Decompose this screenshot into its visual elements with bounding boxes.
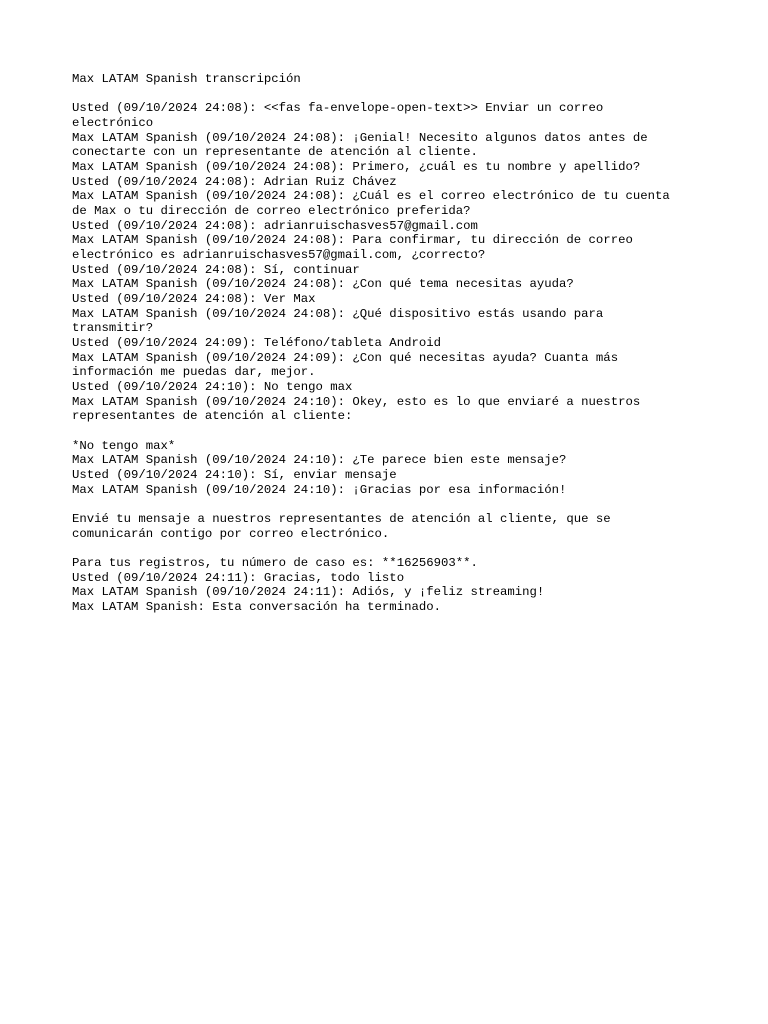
transcript-line: Max LATAM Spanish (09/10/2024 24:08): Primero, ¿cuál es tu nombre y apellido? bbox=[72, 160, 641, 175]
transcript-line: comunicarán contigo por correo electrónico. bbox=[72, 526, 390, 541]
transcript-line: Max LATAM Spanish (09/10/2024 24:08): ¡Genial! Necesito algunos datos antes de bbox=[72, 130, 648, 145]
blank-line bbox=[72, 541, 696, 556]
transcript-line: Usted (09/10/2024 24:08): <<fas fa-envelope-open-text>> Enviar un correo bbox=[72, 101, 604, 116]
blank-line bbox=[72, 87, 696, 102]
transcript-line: Usted (09/10/2024 24:10): No tengo max bbox=[72, 380, 353, 395]
transcript-line: Max LATAM Spanish (09/10/2024 24:11): Adiós, y ¡feliz streaming! bbox=[72, 585, 545, 600]
transcript-line: Usted (09/10/2024 24:09): Teléfono/tableta Android bbox=[72, 336, 441, 351]
transcript-line: Usted (09/10/2024 24:11): Gracias, todo listo bbox=[72, 570, 405, 585]
transcript-line: Max LATAM Spanish (09/10/2024 24:09): ¿Con qué necesitas ayuda? Cuanta más bbox=[72, 350, 619, 365]
transcript-document bbox=[72, 72, 696, 615]
transcript-line: Max LATAM Spanish (09/10/2024 24:08): ¿Cuál es el correo electrónico de tu cuenta bbox=[72, 189, 670, 204]
transcript-line: representantes de atención al cliente: bbox=[72, 409, 353, 424]
blank-line bbox=[72, 497, 696, 512]
transcript-line: transmitir? bbox=[72, 321, 154, 336]
blank-line bbox=[72, 424, 696, 439]
transcript-line: de Max o tu dirección de correo electrónico preferida? bbox=[72, 204, 471, 219]
transcript-line: Max LATAM Spanish (09/10/2024 24:10): Okey, esto es lo que enviaré a nuestros bbox=[72, 394, 641, 409]
transcript-line: Usted (09/10/2024 24:08): Ver Max bbox=[72, 292, 316, 307]
transcript-line: Usted (09/10/2024 24:08): Sí, continuar bbox=[72, 262, 360, 277]
transcript-line: Usted (09/10/2024 24:08): adrianruischasves57@gmail.com bbox=[72, 218, 478, 233]
transcript-line: electrónico bbox=[72, 116, 154, 130]
transcript-line: Max LATAM Spanish (09/10/2024 24:08): ¿Con qué tema necesitas ayuda? bbox=[72, 277, 574, 292]
transcript-line: Max LATAM Spanish (09/10/2024 24:10): ¡Gracias por esa información! bbox=[72, 482, 567, 497]
transcript-line: Max LATAM Spanish (09/10/2024 24:10): ¿Te parece bien este mensaje? bbox=[72, 453, 567, 468]
transcript-line: Usted (09/10/2024 24:10): Sí, enviar mensaje bbox=[72, 468, 397, 483]
transcript-line: Max LATAM Spanish: Esta conversación ha terminado. bbox=[72, 600, 441, 615]
transcript-line: conectarte con un representante de atención al cliente. bbox=[72, 145, 478, 160]
transcript-line: Max LATAM Spanish (09/10/2024 24:08): ¿Qué dispositivo estás usando para bbox=[72, 306, 604, 321]
transcript-line: información me puedas dar, mejor. bbox=[72, 365, 316, 380]
transcript-line: Usted (09/10/2024 24:08): Adrian Ruiz Chávez bbox=[72, 174, 397, 189]
document-title: Max LATAM Spanish transcripción bbox=[72, 72, 301, 86]
transcript-line: electrónico es adrianruischasves57@gmail.com, ¿correcto? bbox=[72, 248, 486, 263]
transcript-line: Max LATAM Spanish (09/10/2024 24:08): Para confirmar, tu dirección de correo bbox=[72, 233, 633, 248]
case-number-line: Para tus registros, tu número de caso es: **16256903**. bbox=[72, 556, 478, 571]
transcript-line: Envié tu mensaje a nuestros representantes de atención al cliente, que se bbox=[72, 512, 611, 527]
transcript-line: *No tengo max* bbox=[72, 438, 176, 453]
